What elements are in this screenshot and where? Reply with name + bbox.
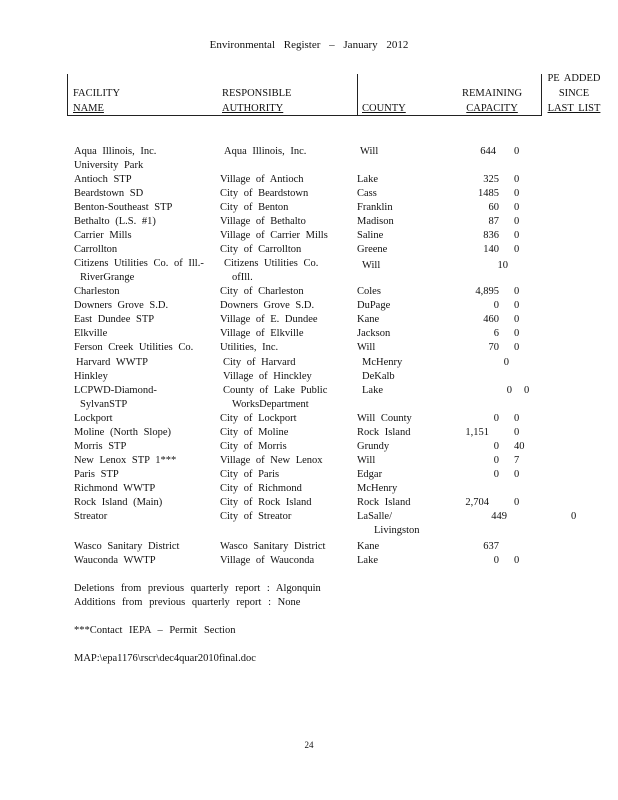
table-row (0, 229, 618, 243)
header-facility (73, 86, 120, 116)
remaining-capacity: 2,704 (465, 497, 489, 508)
pe-added: 0 (514, 314, 520, 325)
additions-note: Additions from previous quarterly report : None (74, 597, 301, 608)
responsible-authority: City of Charleston (220, 286, 304, 297)
table-row-continuation (0, 524, 618, 538)
pe-added: 0 (514, 427, 520, 438)
table-row (0, 510, 618, 524)
remaining-capacity: 10 (497, 260, 508, 271)
remaining-capacity: 1,151 (465, 427, 489, 438)
header-authority (222, 86, 291, 116)
responsible-authority: City of Streator (220, 511, 292, 522)
responsible-authority-continued: ofIll. (232, 272, 253, 283)
remaining-capacity: 4,895 (475, 286, 499, 297)
responsible-authority-continued: WorksDepartment (232, 399, 309, 410)
pe-added: 40 (514, 441, 525, 452)
header-county-rule (357, 74, 358, 116)
contact-note: ***Contact IEPA – Permit Section (74, 625, 236, 636)
facility-name: Antioch STP (74, 174, 132, 185)
pe-added: 0 (514, 413, 520, 424)
table-row (0, 299, 618, 313)
responsible-authority: Downers Grove S.D. (220, 300, 315, 311)
pe-added: 0 (514, 202, 520, 213)
remaining-capacity: 0 (493, 455, 499, 466)
header-pe-line2: SINCE (558, 88, 590, 99)
county: Will (357, 455, 376, 466)
remaining-capacity: 836 (483, 230, 499, 241)
pe-added: 0 (524, 385, 530, 396)
responsible-authority: Wasco Sanitary District (220, 541, 326, 552)
facility-name: Citizens Utilities Co. of Ill.- (74, 258, 204, 269)
remaining-capacity: 140 (483, 244, 499, 255)
remaining-capacity: 6 (493, 328, 499, 339)
header-capacity (462, 86, 522, 116)
pe-added: 0 (514, 328, 520, 339)
facility-name: Carrier Mills (74, 230, 132, 241)
remaining-capacity: 0 (503, 357, 509, 368)
table-row (0, 468, 618, 482)
facility-name: Moline (North Slope) (74, 427, 171, 438)
remaining-capacity: 460 (483, 314, 499, 325)
table-row-continuation (0, 398, 618, 412)
header-authority-line2: AUTHORITY (222, 103, 284, 114)
facility-name-continued: RiverGrange (80, 272, 135, 283)
header-facility-line2: NAME (73, 103, 104, 114)
table-row (0, 482, 618, 496)
pe-added: 7 (514, 455, 520, 466)
pe-added: 0 (514, 300, 520, 311)
facility-name: Lockport (74, 413, 113, 424)
table-row (0, 540, 618, 554)
county: Lake (357, 174, 378, 185)
remaining-capacity: 0 (493, 555, 499, 566)
table-row (0, 243, 618, 257)
facility-name: Streator (74, 511, 108, 522)
county: Rock Island (357, 427, 411, 438)
facility-name-continued: SylvanSTP (80, 399, 128, 410)
county: DeKalb (362, 371, 395, 382)
responsible-authority: Village of Hinckley (223, 371, 312, 382)
table-row (0, 257, 618, 271)
facility-name: Paris STP (74, 469, 119, 480)
remaining-capacity: 0 (493, 300, 499, 311)
remaining-capacity: 0 (506, 385, 512, 396)
pe-added: 0 (514, 174, 520, 185)
facility-name: Benton-Southeast STP (74, 202, 173, 213)
facility-name: Carrollton (74, 244, 118, 255)
responsible-authority: City of Paris (220, 469, 280, 480)
remaining-capacity: 637 (483, 541, 499, 552)
table-row-continuation (0, 159, 618, 173)
facility-name: Bethalto (L.S. #1) (74, 216, 156, 227)
facility-name: Beardstown SD (74, 188, 144, 199)
remaining-capacity: 325 (483, 174, 499, 185)
remaining-capacity: 449 (491, 511, 507, 522)
responsible-authority: Village of E. Dundee (220, 314, 318, 325)
remaining-capacity: 0 (493, 441, 499, 452)
pe-added: 0 (514, 188, 520, 199)
facility-name: Elkville (74, 328, 108, 339)
pe-added: 0 (514, 555, 520, 566)
table-row (0, 440, 618, 454)
county: Madison (357, 216, 394, 227)
pe-added: 0 (514, 469, 520, 480)
table-row (0, 285, 618, 299)
table-row (0, 215, 618, 229)
remaining-capacity: 87 (488, 216, 499, 227)
table-row (0, 145, 618, 159)
responsible-authority: City of Lockport (220, 413, 297, 424)
remaining-capacity: 0 (493, 413, 499, 424)
county: Will County (357, 413, 412, 424)
county: Jackson (357, 328, 391, 339)
responsible-authority: Village of Antioch (220, 174, 304, 185)
table-row (0, 370, 618, 384)
county: Saline (357, 230, 384, 241)
remaining-capacity: 70 (488, 342, 499, 353)
table-row (0, 173, 618, 187)
pe-added: 0 (514, 497, 520, 508)
county: McHenry (357, 483, 398, 494)
county: Edgar (357, 469, 383, 480)
facility-name: New Lenox STP 1*** (74, 455, 177, 466)
responsible-authority: Citizens Utilities Co. (224, 258, 319, 269)
table-row (0, 341, 618, 355)
pe-added: 0 (514, 216, 520, 227)
header-pe-line3: LAST LIST (547, 103, 601, 114)
facility-name: Richmond WWTP (74, 483, 156, 494)
responsible-authority: City of Morris (220, 441, 287, 452)
facility-name: Downers Grove S.D. (74, 300, 169, 311)
pe-added: 0 (514, 286, 520, 297)
remaining-capacity: 0 (493, 469, 499, 480)
county: Will (362, 260, 381, 271)
document-title: Environmental Register – January 2012 (209, 39, 409, 51)
responsible-authority: Village of Elkville (220, 328, 304, 339)
facility-name: Wauconda WWTP (74, 555, 156, 566)
county: Coles (357, 286, 381, 297)
table-row (0, 554, 618, 568)
facility-name: Harvard WWTP (76, 357, 148, 368)
table-row (0, 187, 618, 201)
county: Will (360, 146, 379, 157)
facility-name: Rock Island (Main) (74, 497, 163, 508)
facility-name-continued: University Park (74, 160, 144, 171)
county: Lake (357, 555, 378, 566)
county-continued: Livingston (374, 525, 420, 536)
county: Franklin (357, 202, 393, 213)
header-left-rule (67, 74, 68, 116)
table-row (0, 327, 618, 341)
facility-name: LCPWD-Diamond- (74, 385, 157, 396)
responsible-authority: Village of Carrier Mills (220, 230, 328, 241)
county: LaSalle/ (357, 511, 392, 522)
county: Greene (357, 244, 388, 255)
responsible-authority: City of Moline (220, 427, 289, 438)
county: Will (357, 342, 376, 353)
facility-name: Wasco Sanitary District (74, 541, 180, 552)
responsible-authority: Village of Wauconda (220, 555, 315, 566)
pe-added: 0 (571, 511, 577, 522)
file-path: MAP:\epa1176\rscr\dec4quar2010final.doc (74, 653, 256, 664)
responsible-authority: City of Richmond (220, 483, 302, 494)
pe-added: 0 (514, 230, 520, 241)
pe-added: 0 (514, 342, 520, 353)
responsible-authority: City of Harvard (223, 357, 296, 368)
county: Kane (357, 314, 380, 325)
table-row (0, 201, 618, 215)
header-capacity-line1: REMAINING (462, 88, 523, 99)
header-county: COUNTY (362, 103, 406, 114)
county: DuPage (357, 300, 391, 311)
responsible-authority: City of Benton (220, 202, 289, 213)
table-row (0, 313, 618, 327)
remaining-capacity: 1485 (478, 188, 499, 199)
header-facility-line1: FACILITY (73, 88, 121, 99)
table-row (0, 496, 618, 510)
county: McHenry (362, 357, 403, 368)
responsible-authority: City of Rock Island (220, 497, 312, 508)
facility-name: Charleston (74, 286, 120, 297)
table-row (0, 454, 618, 468)
responsible-authority: City of Carrollton (220, 244, 302, 255)
table-row (0, 384, 618, 398)
page-number: 24 (304, 740, 314, 750)
header-pe-rule (541, 74, 542, 116)
pe-added: 0 (514, 244, 520, 255)
county: Rock Island (357, 497, 411, 508)
facility-name: East Dundee STP (74, 314, 155, 325)
header-pe-added (545, 71, 603, 116)
county: Kane (357, 541, 380, 552)
responsible-authority: Village of New Lenox (220, 455, 323, 466)
county: Lake (362, 385, 383, 396)
responsible-authority: County of Lake Public (223, 385, 328, 396)
table-row (0, 356, 618, 370)
header-authority-line1: RESPONSIBLE (222, 88, 292, 99)
header-capacity-line2: CAPACITY (466, 103, 518, 114)
responsible-authority: Utilities, Inc. (220, 342, 279, 353)
remaining-capacity: 644 (480, 146, 496, 157)
table-row-continuation (0, 271, 618, 285)
responsible-authority: Village of Bethalto (220, 216, 306, 227)
county: Cass (357, 188, 377, 199)
facility-name: Ferson Creek Utilities Co. (74, 342, 194, 353)
table-row (0, 426, 618, 440)
facility-name: Hinkley (74, 371, 108, 382)
remaining-capacity: 60 (488, 202, 499, 213)
facility-name: Morris STP (74, 441, 127, 452)
responsible-authority: City of Beardstown (220, 188, 309, 199)
header-pe-line1: PE ADDED (547, 73, 601, 84)
county: Grundy (357, 441, 390, 452)
responsible-authority: Aqua Illinois, Inc. (224, 146, 307, 157)
table-row (0, 412, 618, 426)
deletions-note: Deletions from previous quarterly report : Algonquin (74, 583, 321, 594)
facility-name: Aqua Illinois, Inc. (74, 146, 157, 157)
pe-added: 0 (514, 146, 520, 157)
